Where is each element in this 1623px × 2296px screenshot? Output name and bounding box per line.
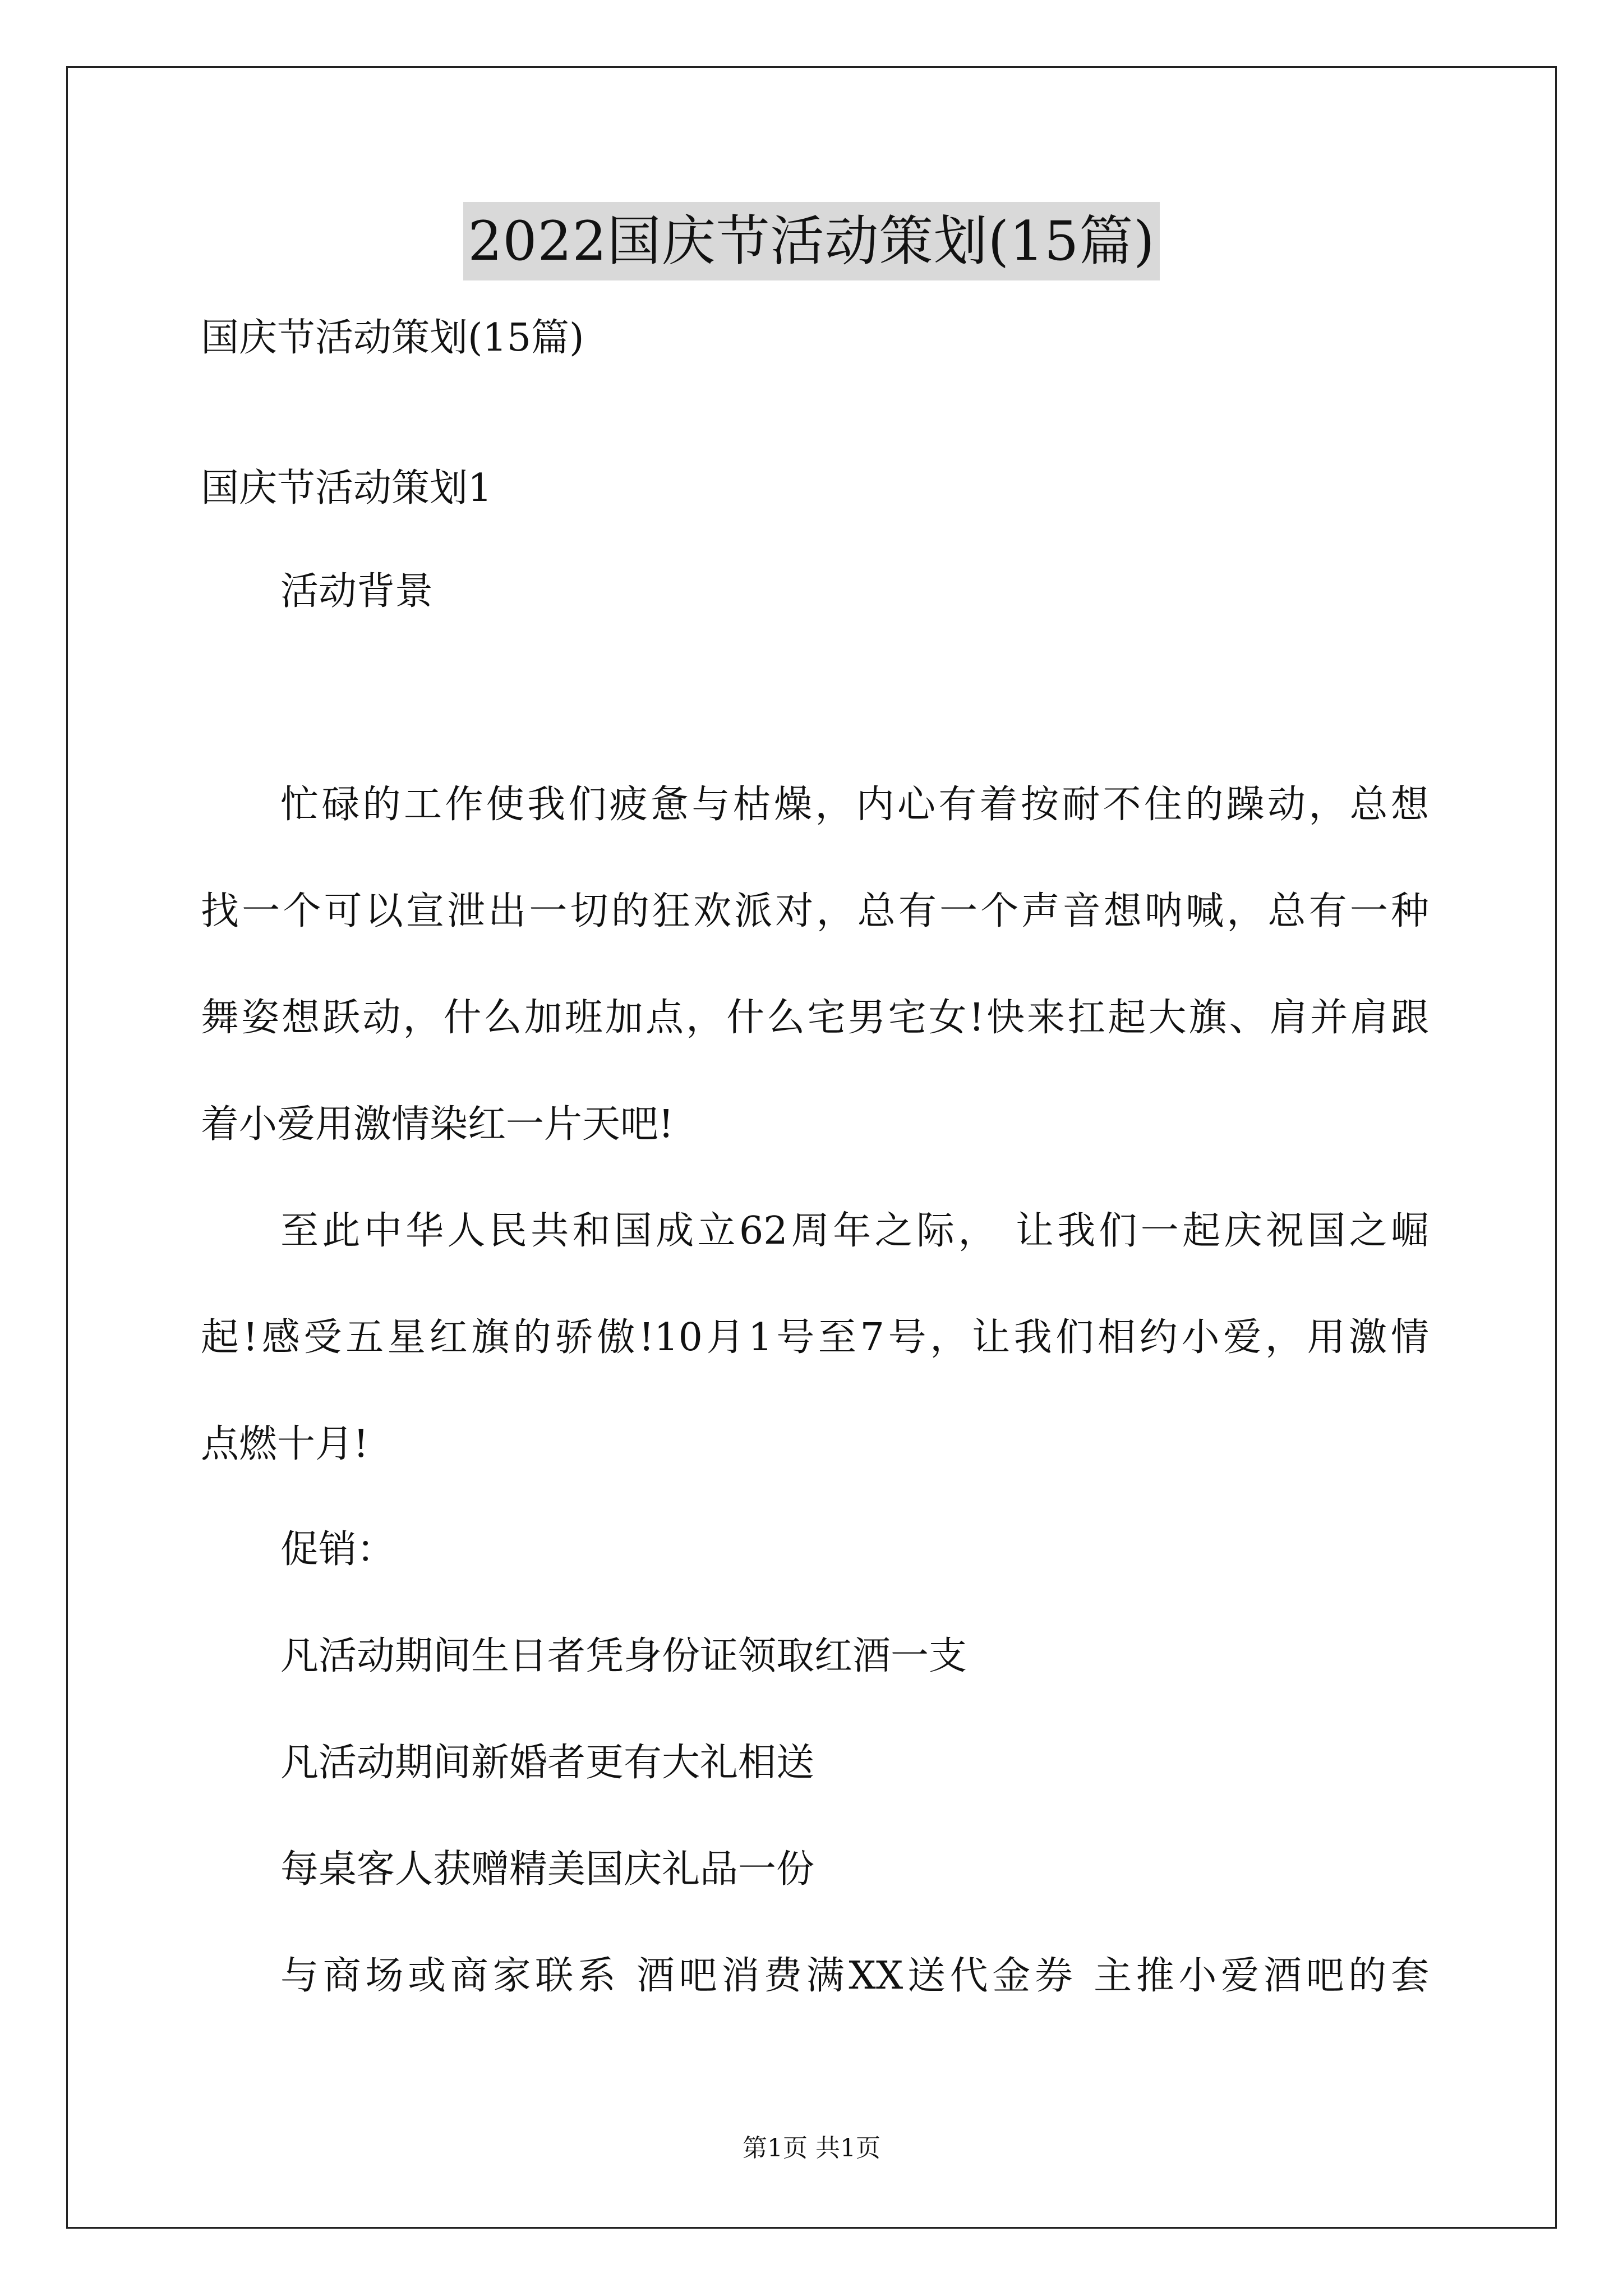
title-container [0, 202, 1623, 280]
promo-item-1: 凡活动期间生日者凭身份证领取红酒一支 [280, 1634, 967, 1678]
section-heading: 国庆节活动策划1 [201, 466, 492, 510]
paragraph-1-line-4: 着小爱用激情染红一片天吧! [201, 1102, 674, 1147]
paragraph-1-line-2: 找一个可以宣泄出一切的狂欢派对，总有一个声音想呐喊，总有一种 [201, 889, 1429, 933]
paragraph-1-line-1: 忙碌的工作使我们疲惫与枯燥，内心有着按耐不住的躁动，总想 [280, 783, 1429, 827]
paragraph-2-line-2: 起!感受五星红旗的骄傲!10月1号至7号，让我们相约小爱，用激情 [201, 1315, 1429, 1360]
background-heading: 活动背景 [280, 569, 434, 614]
promo-item-4: 与商场或商家联系 酒吧消费满XX送代金券 主推小爱酒吧的套 [280, 1954, 1429, 1998]
document-subtitle: 国庆节活动策划(15篇) [201, 316, 584, 360]
paragraph-1-line-3: 舞姿想跃动，什么加班加点，什么宅男宅女!快来扛起大旗、肩并肩跟 [201, 996, 1429, 1040]
page-footer: 第1页 共1页 [743, 2134, 880, 2162]
paragraph-2-line-1: 至此中华人民共和国成立62周年之际， 让我们一起庆祝国之崛 [280, 1209, 1429, 1253]
promo-item-3: 每桌客人获赠精美国庆礼品一份 [280, 1847, 815, 1892]
promo-item-2: 凡活动期间新婚者更有大礼相送 [280, 1741, 815, 1785]
promo-heading: 促销： [280, 1527, 395, 1572]
paragraph-2-line-3: 点燃十月! [201, 1422, 369, 1466]
document-title: 2022国庆节活动策划(15篇) [463, 202, 1159, 280]
